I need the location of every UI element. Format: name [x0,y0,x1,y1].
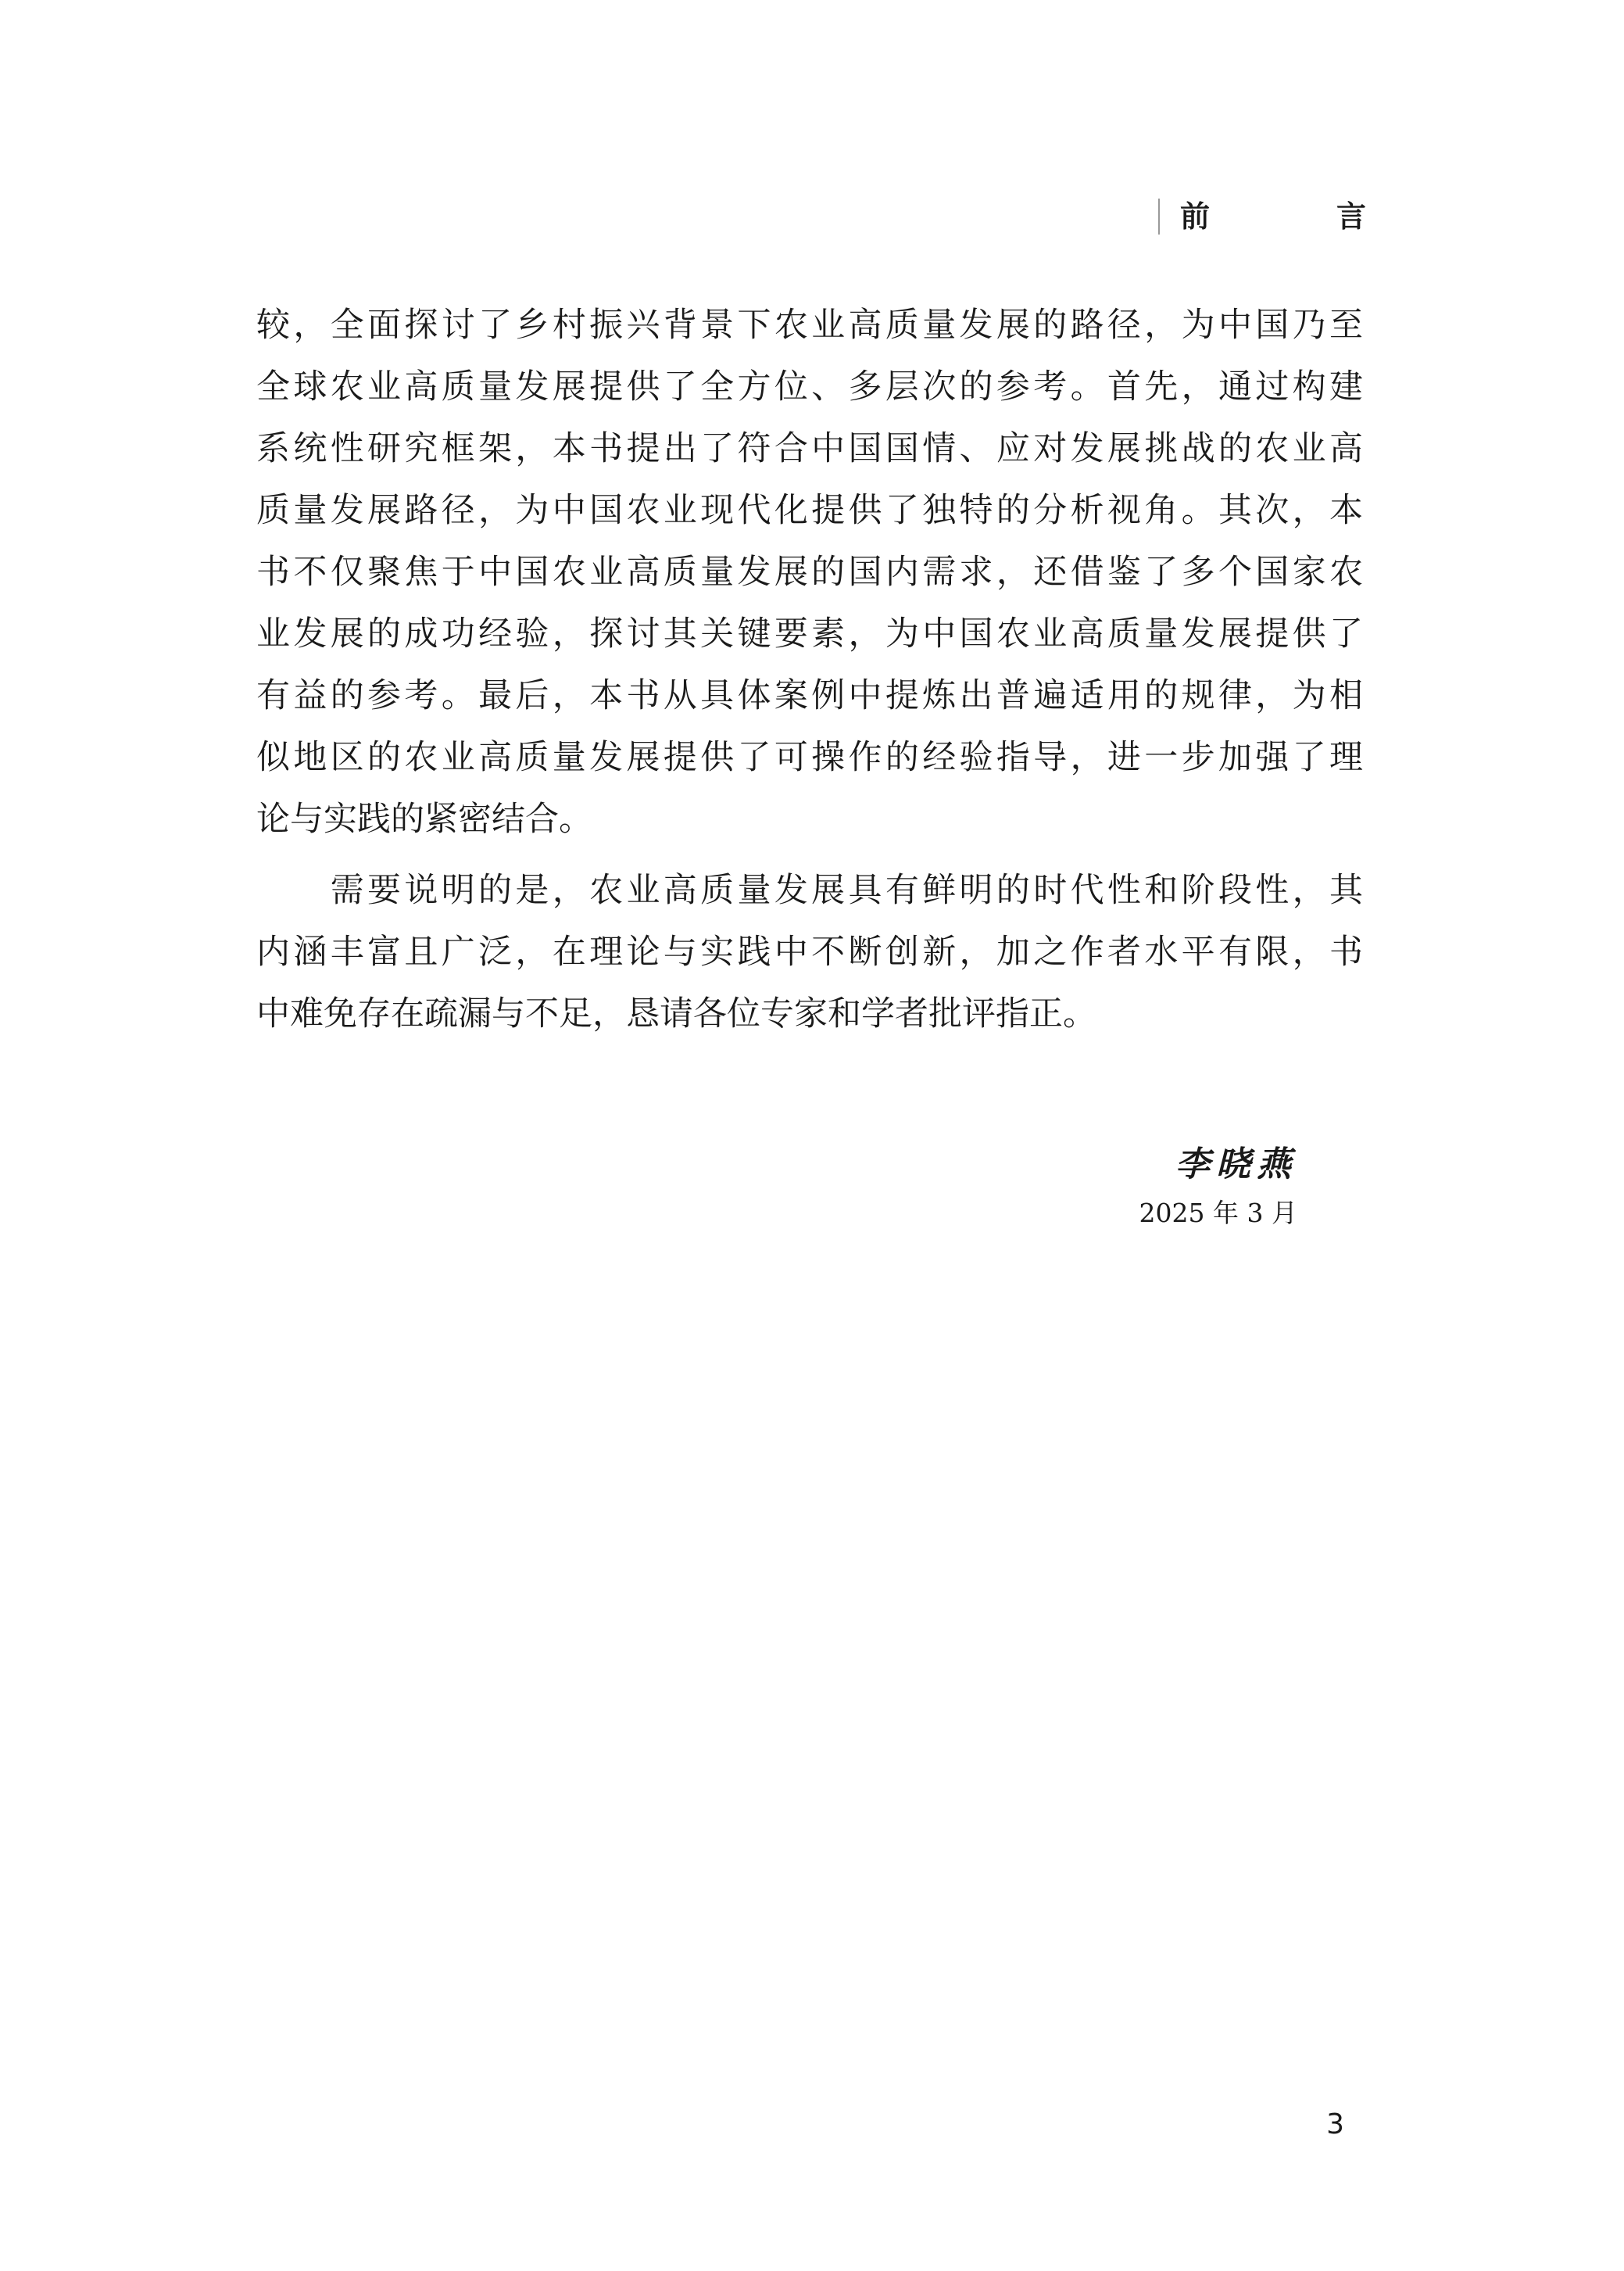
paragraph-gap [256,851,1363,860]
header-divider [1158,199,1160,235]
paragraph-line: 中难免存在疏漏与不足，恳请各位专家和学者批评指正。 [256,994,1096,1033]
paragraph-line: 需要说明的是，农业高质量发展具有鲜明的时代性和阶段性，其 [256,871,1363,910]
paragraph-line: 质量发展路径，为中国农业现代化提供了独特的分析视角。其次，本 [256,491,1363,530]
paragraph-line: 内涵丰富且广泛，在理论与实践中不断创新，加之作者水平有限，书 [256,933,1363,972]
paragraph-line: 较，全面探讨了乡村振兴背景下农业高质量发展的路径，为中国乃至 [256,306,1363,345]
paragraph-line: 论与实践的紧密结合。 [256,800,592,839]
paragraph-line: 业发展的成功经验，探讨其关键要素，为中国农业高质量发展提供了 [256,614,1363,654]
page-number: 3 [1326,2108,1344,2140]
author-signature: 李晓燕 [1175,1144,1297,1184]
paragraph-line: 似地区的农业高质量发展提供了可操作的经验指导，进一步加强了理 [256,738,1363,777]
paragraph-line: 书不仅聚焦于中国农业高质量发展的国内需求，还借鉴了多个国家农 [256,553,1363,592]
preface-body [256,295,1363,1045]
paragraph-line: 全球农业高质量发展提供了全方位、多层次的参考。首先，通过构建 [256,367,1363,407]
running-header [1158,195,1415,238]
paragraph-line: 系统性研究框架，本书提出了符合中国国情、应对发展挑战的农业高 [256,429,1363,468]
header-title: 前 言 [1179,199,1415,234]
paragraph-line: 有益的参考。最后，本书从具体案例中提炼出普遍适用的规律，为相 [256,676,1363,715]
signature-date: 2025 年 3 月 [1139,1198,1297,1228]
